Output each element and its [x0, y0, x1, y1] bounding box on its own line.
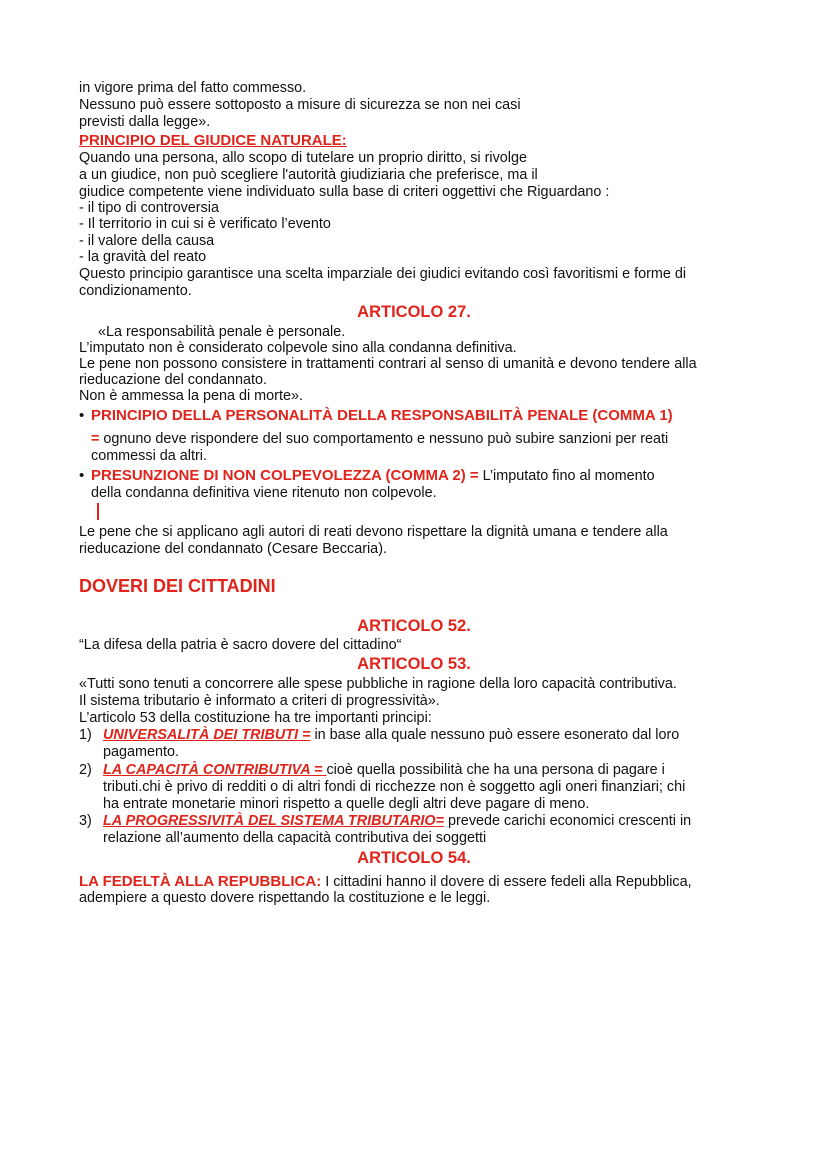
- bullet-icon: •: [79, 407, 85, 424]
- art27-quote-1: «La responsabilità penale è personale.: [98, 324, 346, 340]
- art53-item-2-cont-2: ha entrate monetarie minori rispetto a quelle degli altri deve pagare di meno.: [103, 796, 590, 812]
- bullet-icon: •: [79, 467, 85, 484]
- item-number: 1): [79, 727, 92, 743]
- item-1-text: in base alla quale nessuno può essere esonerato dal loro: [310, 727, 680, 743]
- art53-item-1-cont: pagamento.: [103, 744, 180, 760]
- art54-line-2: adempiere a questo dovere rispettando la costituzione e le leggi.: [79, 890, 491, 906]
- art27-title: ARTICOLO 27.: [357, 303, 471, 321]
- giudice-naturale-heading: PRINCIPIO DEL GIUDICE NATURALE:: [79, 132, 347, 149]
- intro-line-2: Nessuno può essere sottoposto a misure di sicurezza se non nei casi: [79, 97, 521, 113]
- art53-item-2-cont-1: tributi.chi è privo di redditi o di altri fondi di ricchezze non è soggetto agli oneri finanziari; chi: [103, 779, 686, 795]
- item-number: 3): [79, 813, 92, 829]
- art27-bullet-1-body: [91, 431, 668, 448]
- art27-bullet-2: [79, 467, 655, 485]
- giudice-line-2: a un giudice, non può scegliere l'autorità giudiziaria che preferisce, ma il: [79, 167, 538, 183]
- item-2-head: LA CAPACITÀ CONTRIBUTIVA =: [103, 762, 327, 778]
- art53-item-2: [79, 762, 665, 779]
- art53-item-3: [79, 813, 691, 830]
- art27-bullet-2-body: della condanna definitiva viene ritenuto non colpevole.: [91, 485, 437, 501]
- criteria-item: - la gravità del reato: [79, 249, 207, 265]
- art52-title: ARTICOLO 52.: [357, 617, 471, 635]
- intro-line-3: previsti dalla legge».: [79, 114, 211, 130]
- giudice-line-1: Quando una persona, allo scopo di tutelare un proprio diritto, si rivolge: [79, 150, 527, 166]
- art27-bullet-1: [79, 407, 673, 425]
- bullet-2-title: PRESUNZIONE DI NON COLPEVOLEZZA (COMMA 2) =: [91, 467, 479, 484]
- bullet-1-text: ognuno deve rispondere del suo comportamento e nessuno può subire sanzioni per reati: [99, 431, 669, 447]
- art53-line-2: Il sistema tributario è informato a criteri di progressività».: [79, 693, 440, 709]
- art27-quote-4: rieducazione del condannato.: [79, 372, 268, 388]
- bullet-1-title: PRINCIPIO DELLA PERSONALITÀ DELLA RESPONSABILITÀ PENALE (COMMA 1): [91, 407, 673, 424]
- text-cursor: [97, 503, 99, 520]
- art27-quote-5: Non è ammessa la pena di morte».: [79, 388, 303, 404]
- item-3-text: prevede carichi economici crescenti in: [444, 813, 692, 829]
- bullet-2-text: L’imputato fino al momento: [478, 468, 655, 484]
- item-number: 2): [79, 762, 92, 778]
- section-doveri-title: DOVERI DEI CITTADINI: [79, 576, 276, 596]
- criteria-item: - il valore della causa: [79, 233, 215, 249]
- criteria-item: - Il territorio in cui si è verificato l’evento: [79, 216, 331, 232]
- art54-title: ARTICOLO 54.: [357, 849, 471, 867]
- giudice-conclusion-2: condizionamento.: [79, 283, 192, 299]
- giudice-line-3: giudice competente viene individuato sulla base di criteri oggettivi che Riguardano :: [79, 184, 610, 200]
- art27-quote-3: Le pene non possono consistere in trattamenti contrari al senso di umanità e devono tendere alla: [79, 356, 697, 372]
- art53-item-1: [79, 727, 679, 744]
- art53-line-1: «Tutti sono tenuti a concorrere alle spese pubbliche in ragione della loro capacità contributiva.: [79, 676, 677, 692]
- item-2-text: cioè quella possibilità che ha una persona di pagare i: [326, 762, 665, 778]
- art53-line-3: L’articolo 53 della costituzione ha tre importanti principi:: [79, 710, 432, 726]
- equals-sign: =: [91, 431, 100, 447]
- criteria-item: - il tipo di controversia: [79, 200, 219, 216]
- art54-line-1: [79, 873, 692, 891]
- art54-head: LA FEDELTÀ ALLA REPUBBLICA:: [79, 873, 322, 890]
- art27-paragraph-1: Le pene che si applicano agli autori di reati devono rispettare la dignità umana e tendere alla: [79, 524, 668, 540]
- item-3-head: LA PROGRESSIVITÀ DEL SISTEMA TRIBUTARIO=: [103, 813, 445, 829]
- intro-line-1: in vigore prima del fatto commesso.: [79, 80, 307, 96]
- art53-title: ARTICOLO 53.: [357, 655, 471, 673]
- art54-text: I cittadini hanno il dovere di essere fedeli alla Repubblica,: [321, 874, 692, 890]
- item-1-head: UNIVERSALITÀ DEI TRIBUTI =: [103, 727, 311, 743]
- art53-item-3-cont: relazione all’aumento della capacità contributiva dei soggetti: [103, 830, 487, 846]
- giudice-conclusion-1: Questo principio garantisce una scelta imparziale dei giudici evitando così favoritismi e forme di: [79, 266, 687, 282]
- art27-quote-2: L’imputato non è considerato colpevole sino alla condanna definitiva.: [79, 340, 517, 356]
- art52-text: “La difesa della patria è sacro dovere del cittadino“: [79, 637, 402, 653]
- art27-bullet-1-body-2: commessi da altri.: [91, 448, 207, 464]
- art27-paragraph-2: rieducazione del condannato (Cesare Beccaria).: [79, 541, 387, 557]
